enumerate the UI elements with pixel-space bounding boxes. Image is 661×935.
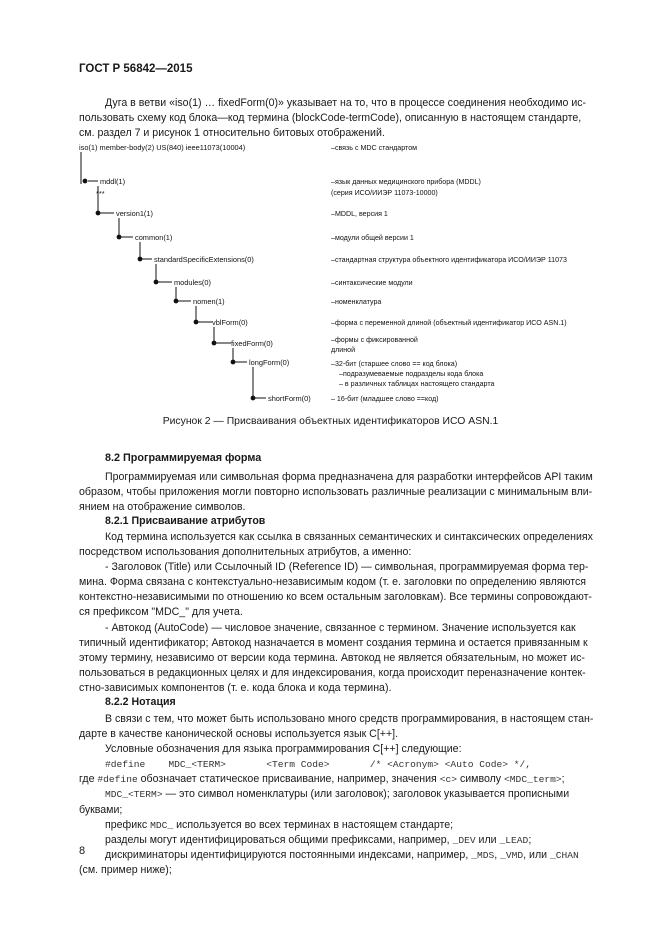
tree-node-note: –номенклатура xyxy=(331,298,382,306)
tree-ellipsis: *** xyxy=(96,189,105,198)
document-header: ГОСТ Р 56842—2015 xyxy=(79,63,193,75)
tree-node-note: –стандартная структура объектного идентификатора ИСО/ИИЭР 11073 xyxy=(331,256,567,264)
text-span: обозначает статическое присваивание, например, значения xyxy=(137,773,440,786)
text-line xyxy=(79,818,614,833)
text-span: разделы могут идентифицироваться общими префиксами, например, xyxy=(105,833,453,846)
code-span: _DEV xyxy=(452,834,476,846)
text-span: , или xyxy=(523,848,551,861)
text-line: дарте в качестве канонической основы используется язык C[++]. xyxy=(79,728,399,741)
tree-node-dot xyxy=(251,396,256,401)
intro-line: см. раздел 7 и рисунок 1 относительно битовых отображений. xyxy=(79,127,385,140)
text-span: дискриминаторы идентифицируются постоянными индексами, например, xyxy=(105,848,472,861)
text-line xyxy=(79,848,614,863)
text-line: мина. Форма связана с контекстуально-независимым кодом (т. е. заголовки по определению являются xyxy=(79,576,586,589)
section-heading-8-2-1: 8.2.1 Присваивание атрибутов xyxy=(105,515,266,527)
section-8-2-2-body xyxy=(79,712,614,878)
text-line: Условные обозначения для языка программирования C[++] следующие: xyxy=(105,743,462,756)
text-span: префикс xyxy=(105,818,151,831)
tree-node-dot xyxy=(83,179,88,184)
text-line: стно-зависимых компонентов (т. е. кода блока и кода термина). xyxy=(79,681,392,694)
tree-node-note: –модули общей версии 1 xyxy=(331,234,414,242)
page-number: 8 xyxy=(79,845,86,857)
tree-node-dot xyxy=(231,360,236,365)
text-line: образом, чтобы приложения могли повторно использовать различные реализации с минимальным вли- xyxy=(79,486,593,499)
oid-tree-figure xyxy=(0,0,661,420)
code-span: #define xyxy=(97,774,138,786)
tree-node-note: –формы с фиксированной xyxy=(331,336,418,344)
text-span: , xyxy=(494,848,501,861)
code-line: #define MDC_<TERM> <Term Code> /* <Acronym> <Auto Code> */, xyxy=(105,759,532,771)
text-line: В связи с тем, что может быть использовано много средств программирования, в настоящем стан- xyxy=(105,713,594,725)
text-line: посредством использования дополнительных атрибутов, а именно: xyxy=(79,546,412,559)
intro-line: Дуга в ветви «iso(1) … fixedForm(0)» указывает на то, что в процессе соединения необходимо ис- xyxy=(105,97,587,109)
text-line: - Автокод (AutoCode) — числовое значение, связанное с термином. Значение используется как xyxy=(105,621,576,634)
tree-node-note: –MDDL, версия 1 xyxy=(331,210,388,218)
text-line: Программируемая или символьная форма предназначена для разработки интерфейсов API таким xyxy=(105,471,593,483)
tree-node-label: common(1) xyxy=(135,233,173,242)
tree-node-note: –подразумеваемые подразделы кода блока xyxy=(339,370,484,378)
text-line xyxy=(79,787,614,802)
text-line: контекстно-независимыми по отношению ко всем остальным заголовкам). Все термины сопровождают- xyxy=(79,591,592,604)
tree-node-note: –язык данных медицинского прибора (MDDL) xyxy=(331,178,481,186)
code-span: _CHAN xyxy=(550,849,579,861)
text-line: Код термина используется как ссылка в связанных семантических и синтаксических определениях xyxy=(105,531,593,543)
text-span: используется во всех терминах в настоящем стандарте; xyxy=(173,818,454,831)
tree-root-label: iso(1) member-body(2) US(840) ieee11073(10004) xyxy=(79,143,246,152)
text-span: — это символ номенклатуры (или заголовок); заголовок указывается прописными xyxy=(162,788,570,801)
tree-root-note: –связь с MDC стандартом xyxy=(331,144,418,152)
code-span: MDC_<TERM> xyxy=(105,789,163,801)
tree-node-label: modules(0) xyxy=(174,278,211,287)
text-line: буквами; xyxy=(79,803,123,816)
text-line: ся префиксом "MDC_" для учета. xyxy=(79,606,243,619)
tree-node-dot xyxy=(174,299,179,304)
text-span: ; xyxy=(528,833,532,846)
tree-node-label: longForm(0) xyxy=(249,358,290,367)
code-span: _MDS xyxy=(471,849,495,861)
text-line: типичный идентификатор; Автокод назначается в момент создания термина и остается привязанным к xyxy=(79,636,588,649)
tree-node-note: длиной xyxy=(331,346,356,354)
text-line xyxy=(79,772,614,787)
text-span: или xyxy=(475,833,500,846)
text-line: - Заголовок (Title) или Ссылочный ID (Reference ID) — символьная, программируемая форма тер- xyxy=(105,561,589,574)
tree-node-note: –32-бит (старшее слово == код блока) xyxy=(331,360,458,368)
tree-node-dot xyxy=(194,320,199,325)
tree-node-label: standardSpecificExtensions(0) xyxy=(154,255,254,264)
text-line xyxy=(79,833,614,848)
tree-node-note: – в различных таблицах настоящего стандарта xyxy=(339,380,495,388)
tree-node-note: –синтаксические модули xyxy=(331,279,413,287)
tree-node-label: shortForm(0) xyxy=(268,394,311,403)
code-span: MDC_ xyxy=(150,819,174,831)
figure-caption: Рисунок 2 — Присваивания объектных идентификаторов ИСО ASN.1 xyxy=(162,416,499,427)
text-line: янием на отображение символов. xyxy=(79,501,246,514)
code-span: _VMD xyxy=(500,849,524,861)
tree-node-label: mddl(1) xyxy=(100,177,126,186)
tree-node-dot xyxy=(138,257,143,262)
tree-node-dot xyxy=(212,341,217,346)
code-span: <MDC_term> xyxy=(504,774,562,786)
tree-node-note: –форма с переменной длиной (объектный идентификатор ИСО ASN.1) xyxy=(331,319,567,327)
section-8-2-1-body xyxy=(79,530,614,696)
section-heading-8-2: 8.2 Программируемая форма xyxy=(105,452,262,464)
tree-node-label: nomen(1) xyxy=(193,297,225,306)
tree-node-note: (серия ИСО/ИИЭР 11073-10000) xyxy=(331,189,438,197)
section-heading-8-2-2: 8.2.2 Нотация xyxy=(105,696,176,708)
tree-node-note: – 16-бит (младшее слово ==код) xyxy=(331,395,439,403)
text-span: где xyxy=(79,773,98,786)
tree-node-label: version1(1) xyxy=(116,209,153,218)
text-span: ; xyxy=(561,773,565,786)
code-span: <c> xyxy=(439,774,458,786)
tree-node-dot xyxy=(96,211,101,216)
tree-node-dot xyxy=(117,235,122,240)
text-line: (см. пример ниже); xyxy=(79,863,172,876)
section-8-2-paragraph xyxy=(79,470,614,515)
tree-node-dot xyxy=(154,280,159,285)
text-line: пользоваться в редакционных целях и для индексирования, когда происходит переназначение контек- xyxy=(79,666,586,679)
code-span: _LEAD xyxy=(499,834,529,846)
text-span: символу xyxy=(457,773,505,786)
intro-line: пользовать схему код блока—код термина (blockCode-termCode), описанную в настоящем стандарте, xyxy=(79,112,582,125)
tree-node-label: vblForm(0) xyxy=(212,318,248,327)
tree-node-label: fixedForm(0) xyxy=(231,339,273,348)
text-line: этому термину, независимо от версии кода термина. Автокод не является обязательным, но может ис- xyxy=(79,651,585,664)
